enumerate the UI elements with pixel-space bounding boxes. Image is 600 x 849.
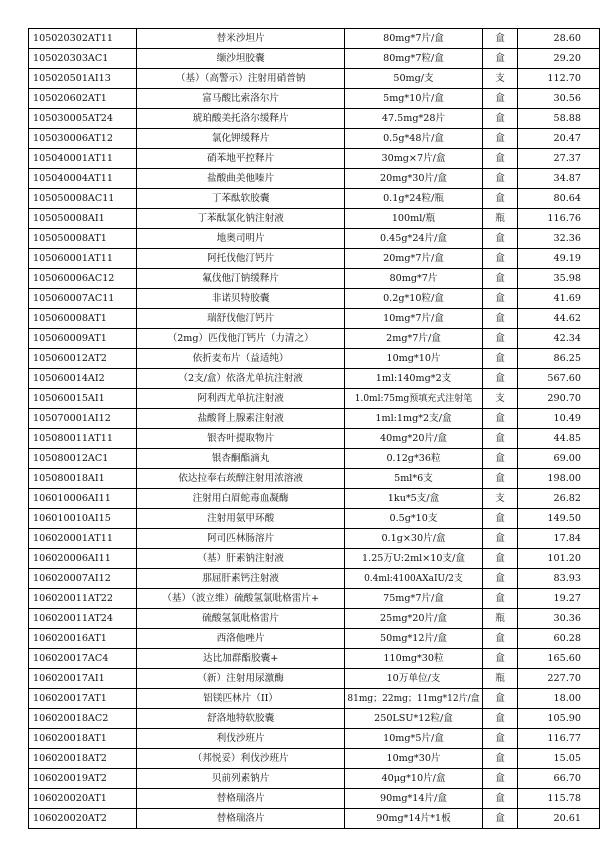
drug-price-cell: 149.50 [518,509,600,529]
drug-price-cell: 44.85 [518,429,600,449]
drug-code-cell: 106020020AT1 [29,789,137,809]
drug-price-cell: 15.05 [518,749,600,769]
drug-spec-cell: 20mg*30片/盒 [345,169,482,189]
drug-unit-cell: 盒 [482,749,518,769]
drug-price-cell: 227.70 [518,669,600,689]
drug-price-cell: 32.36 [518,229,600,249]
table-row [29,449,600,469]
drug-unit-cell: 支 [482,489,518,509]
table-row [29,529,600,549]
drug-unit-cell: 盒 [482,109,518,129]
drug-spec-cell: 80mg*7片 [345,269,482,289]
drug-spec-cell: 0.5g*10支 [345,509,482,529]
drug-spec-cell: 5mg*10片/盒 [345,89,482,109]
drug-code-cell: 105050008AT1 [29,229,137,249]
table-row [29,209,600,229]
drug-price-cell: 30.56 [518,89,600,109]
table-row [29,109,600,129]
drug-code-cell: 106020001AT11 [29,529,137,549]
drug-price-cell: 42.34 [518,329,600,349]
drug-unit-cell: 盒 [482,469,518,489]
drug-spec-cell: 10mg*7片/盒 [345,309,482,329]
drug-price-cell: 66.70 [518,769,600,789]
drug-spec-cell: 1ml:1mg*2支/盒 [345,409,482,429]
table-row [29,729,600,749]
drug-unit-cell: 盒 [482,769,518,789]
table-row [29,389,600,409]
drug-spec-cell: 10mg*5片/盒 [345,729,482,749]
drug-name-cell: （基）肝素钠注射液 [136,549,344,569]
drug-name-cell: 盐酸肾上腺素注射液 [136,409,344,429]
drug-price-cell: 17.84 [518,529,600,549]
drug-price-cell: 165.60 [518,649,600,669]
drug-code-cell: 105020302AT11 [29,29,137,49]
table-row [29,329,600,349]
drug-unit-cell: 盒 [482,129,518,149]
table-body [29,29,600,829]
drug-price-cell: 41.69 [518,289,600,309]
drug-spec-cell: 250LSU*12粒/盒 [345,709,482,729]
drug-name-cell: 银杏叶提取物片 [136,429,344,449]
drug-spec-cell: 0.4ml:4100AXaIU/2支 [345,569,482,589]
drug-name-cell: 替格瑞洛片 [136,809,344,829]
drug-name-cell: 盐酸曲美他嗪片 [136,169,344,189]
drug-spec-cell: 1.0ml:75mg预填充式注射笔 [345,389,482,409]
drug-unit-cell: 盒 [482,229,518,249]
drug-price-cell: 80.64 [518,189,600,209]
drug-spec-cell: 10mg*30片 [345,749,482,769]
drug-spec-cell: 40μg*10片/盒 [345,769,482,789]
drug-code-cell: 105040004AT11 [29,169,137,189]
drug-unit-cell: 盒 [482,369,518,389]
drug-unit-cell: 盒 [482,729,518,749]
table-row [29,289,600,309]
drug-price-cell: 83.93 [518,569,600,589]
drug-code-cell: 106020007AI12 [29,569,137,589]
drug-price-cell: 20.61 [518,809,600,829]
table-row [29,369,600,389]
drug-name-cell: 阿利西尤单抗注射液 [136,389,344,409]
drug-spec-cell: 20mg*7片/盒 [345,249,482,269]
drug-code-cell: 105030005AT24 [29,109,137,129]
drug-code-cell: 105020501AI13 [29,69,137,89]
drug-code-cell: 106010006AI11 [29,489,137,509]
drug-unit-cell: 瓶 [482,609,518,629]
drug-unit-cell: 盒 [482,709,518,729]
drug-spec-cell: 0.1g*24粒/瓶 [345,189,482,209]
drug-unit-cell: 盒 [482,649,518,669]
drug-unit-cell: 瓶 [482,209,518,229]
drug-price-cell: 86.25 [518,349,600,369]
drug-spec-cell: 50mg*12片/盒 [345,629,482,649]
drug-spec-cell: 1ml:140mg*2支 [345,369,482,389]
drug-code-cell: 105030006AT12 [29,129,137,149]
drug-code-cell: 105050008AC11 [29,189,137,209]
drug-spec-cell: 0.1g×30片/盒 [345,529,482,549]
drug-name-cell: （基）（波立维）硫酸氢氯吡格雷片+ [136,589,344,609]
drug-name-cell: 替米沙坦片 [136,29,344,49]
drug-price-cell: 28.60 [518,29,600,49]
drug-spec-cell: 75mg*7片/盒 [345,589,482,609]
drug-name-cell: 利伐沙班片 [136,729,344,749]
drug-spec-cell: 40mg*20片/盒 [345,429,482,449]
table-row [29,669,600,689]
table-row [29,149,600,169]
table-row [29,749,600,769]
table-row [29,649,600,669]
drug-name-cell: 阿托伐他汀钙片 [136,249,344,269]
drug-code-cell: 106010010AI15 [29,509,137,529]
drug-name-cell: 丁苯酞软胶囊 [136,189,344,209]
drug-unit-cell: 盒 [482,149,518,169]
drug-price-cell: 26.82 [518,489,600,509]
drug-code-cell: 106020017AT1 [29,689,137,709]
drug-unit-cell: 盒 [482,29,518,49]
drug-code-cell: 106020006AI11 [29,549,137,569]
drug-name-cell: 氯化钾缓释片 [136,129,344,149]
drug-name-cell: 硫酸氢氯吡格雷片 [136,609,344,629]
drug-price-cell: 44.62 [518,309,600,329]
drug-price-cell: 116.76 [518,209,600,229]
drug-spec-cell: 10万单位/支 [345,669,482,689]
drug-unit-cell: 盒 [482,269,518,289]
drug-code-cell: 105060014AI2 [29,369,137,389]
drug-spec-cell: 1.25万U:2ml×10支/盒 [345,549,482,569]
drug-price-cell: 198.00 [518,469,600,489]
drug-name-cell: （2支/盒）依洛尤单抗注射液 [136,369,344,389]
drug-code-cell: 105070001AI12 [29,409,137,429]
drug-spec-cell: 30mg×7片/盒 [345,149,482,169]
table-row [29,509,600,529]
drug-unit-cell: 盒 [482,689,518,709]
drug-unit-cell: 盒 [482,569,518,589]
drug-code-cell: 106020020AT2 [29,809,137,829]
drug-name-cell: 富马酸比索洛尔片 [136,89,344,109]
table-row [29,809,600,829]
drug-price-cell: 112.70 [518,69,600,89]
drug-unit-cell: 盒 [482,529,518,549]
drug-name-cell: （2mg）匹伐他汀钙片（力清之） [136,329,344,349]
drug-unit-cell: 盒 [482,509,518,529]
drug-price-cell: 101.20 [518,549,600,569]
drug-spec-cell: 90mg*14片*1板 [345,809,482,829]
drug-name-cell: 舒洛地特软胶囊 [136,709,344,729]
drug-code-cell: 106020017AI1 [29,669,137,689]
table-row [29,249,600,269]
drug-name-cell: 琥珀酸美托洛尔缓释片 [136,109,344,129]
drug-price-cell: 20.47 [518,129,600,149]
drug-price-cell: 58.88 [518,109,600,129]
drug-unit-cell: 盒 [482,349,518,369]
drug-name-cell: 注射用白眉蛇毒血凝酶 [136,489,344,509]
drug-spec-cell: 50mg/支 [345,69,482,89]
drug-price-cell: 105.90 [518,709,600,729]
drug-unit-cell: 支 [482,389,518,409]
drug-code-cell: 105020602AT1 [29,89,137,109]
table-row [29,129,600,149]
drug-spec-cell: 80mg*7粒/盒 [345,49,482,69]
drug-unit-cell: 盒 [482,429,518,449]
drug-code-cell: 106020016AT1 [29,629,137,649]
drug-spec-cell: 0.45g*24片/盒 [345,229,482,249]
drug-unit-cell: 盒 [482,89,518,109]
drug-name-cell: 硝苯地平控释片 [136,149,344,169]
drug-code-cell: 105080012AC1 [29,449,137,469]
table-row [29,489,600,509]
table-row [29,89,600,109]
table-row [29,709,600,729]
drug-name-cell: 依折麦布片（益适纯） [136,349,344,369]
drug-code-cell: 105060012AT2 [29,349,137,369]
drug-price-cell: 290.70 [518,389,600,409]
drug-code-cell: 105020303AC1 [29,49,137,69]
drug-unit-cell: 盒 [482,309,518,329]
drug-unit-cell: 盒 [482,289,518,309]
drug-unit-cell: 盒 [482,249,518,269]
table-row [29,349,600,369]
drug-name-cell: 注射用氨甲环酸 [136,509,344,529]
drug-spec-cell: 5ml*6支 [345,469,482,489]
drug-price-cell: 60.28 [518,629,600,649]
drug-spec-cell: 90mg*14片/盒 [345,789,482,809]
drug-name-cell: （邦悦妥）利伐沙班片 [136,749,344,769]
drug-unit-cell: 瓶 [482,669,518,689]
drug-unit-cell: 盒 [482,589,518,609]
drug-spec-cell: 0.2g*10粒/盒 [345,289,482,309]
table-row [29,469,600,489]
table-row [29,569,600,589]
drug-price-cell: 10.49 [518,409,600,429]
drug-name-cell: 地奥司明片 [136,229,344,249]
table-row [29,309,600,329]
drug-unit-cell: 盒 [482,449,518,469]
drug-spec-cell: 10mg*10片 [345,349,482,369]
drug-unit-cell: 盒 [482,809,518,829]
drug-code-cell: 105060001AT11 [29,249,137,269]
drug-price-cell: 29.20 [518,49,600,69]
drug-price-cell: 30.36 [518,609,600,629]
drug-name-cell: 西洛他唑片 [136,629,344,649]
drug-name-cell: 非诺贝特胶囊 [136,289,344,309]
drug-unit-cell: 盒 [482,329,518,349]
drug-code-cell: 106020017AC4 [29,649,137,669]
drug-spec-cell: 0.12g*36粒 [345,449,482,469]
drug-name-cell: （新）注射用尿激酶 [136,669,344,689]
table-row [29,49,600,69]
drug-name-cell: 丁苯酞氯化钠注射液 [136,209,344,229]
drug-code-cell: 106020018AC2 [29,709,137,729]
drug-price-cell: 49.19 [518,249,600,269]
drug-unit-cell: 支 [482,69,518,89]
drug-name-cell: 阿司匹林肠溶片 [136,529,344,549]
table-row [29,269,600,289]
drug-code-cell: 105080018AI1 [29,469,137,489]
drug-name-cell: 氟伐他汀钠缓释片 [136,269,344,289]
drug-unit-cell: 盒 [482,629,518,649]
drug-price-cell: 35.98 [518,269,600,289]
drug-name-cell: 银杏酮酯滴丸 [136,449,344,469]
drug-code-cell: 106020018AT1 [29,729,137,749]
drug-name-cell: 铝镁匹林片（II） [136,689,344,709]
table-row [29,229,600,249]
table-row [29,549,600,569]
drug-code-cell: 105060008AT1 [29,309,137,329]
table-row [29,409,600,429]
drug-name-cell: 替格瑞洛片 [136,789,344,809]
drug-unit-cell: 盒 [482,169,518,189]
table-row [29,589,600,609]
drug-code-cell: 105060009AT1 [29,329,137,349]
drug-spec-cell: 100ml/瓶 [345,209,482,229]
table-row [29,769,600,789]
drug-spec-cell: 110mg*30粒 [345,649,482,669]
drug-spec-cell: 1ku*5支/盒 [345,489,482,509]
drug-code-cell: 105060007AC11 [29,289,137,309]
drug-spec-cell: 0.5g*48片/盒 [345,129,482,149]
drug-spec-cell: 47.5mg*28片 [345,109,482,129]
drug-price-cell: 27.37 [518,149,600,169]
drug-name-cell: 依达拉奉右莰醇注射用浓溶液 [136,469,344,489]
table-row [29,789,600,809]
drug-unit-cell: 盒 [482,409,518,429]
drug-code-cell: 105080011AT11 [29,429,137,449]
drug-price-cell: 34.87 [518,169,600,189]
table-row [29,189,600,209]
table-row [29,69,600,89]
table-row [29,689,600,709]
drug-code-cell: 106020011AT24 [29,609,137,629]
table-row [29,629,600,649]
drug-name-cell: 那屈肝素钙注射液 [136,569,344,589]
drug-spec-cell: 80mg*7片/盒 [345,29,482,49]
drug-name-cell: 贝前列素钠片 [136,769,344,789]
drug-spec-cell: 25mg*20片/盒 [345,609,482,629]
drug-price-cell: 19.27 [518,589,600,609]
drug-price-cell: 567.60 [518,369,600,389]
drug-spec-cell: 81mg；22mg；11mg*12片/盒 [345,689,482,709]
drug-price-table [28,28,600,829]
drug-price-cell: 115.78 [518,789,600,809]
drug-unit-cell: 盒 [482,549,518,569]
drug-name-cell: 达比加群酯胶囊+ [136,649,344,669]
drug-code-cell: 106020011AT22 [29,589,137,609]
drug-price-cell: 116.77 [518,729,600,749]
drug-name-cell: 瑞舒伐他汀钙片 [136,309,344,329]
drug-name-cell: （基）（高警示）注射用硝普钠 [136,69,344,89]
drug-code-cell: 105050008AI1 [29,209,137,229]
table-row [29,169,600,189]
table-row [29,429,600,449]
drug-unit-cell: 盒 [482,189,518,209]
drug-code-cell: 105060006AC12 [29,269,137,289]
drug-name-cell: 缬沙坦胶囊 [136,49,344,69]
table-row [29,29,600,49]
drug-unit-cell: 盒 [482,49,518,69]
drug-price-cell: 69.00 [518,449,600,469]
drug-unit-cell: 盒 [482,789,518,809]
drug-spec-cell: 2mg*7片/盒 [345,329,482,349]
table-row [29,609,600,629]
drug-code-cell: 106020018AT2 [29,749,137,769]
drug-price-cell: 18.00 [518,689,600,709]
drug-code-cell: 105040001AT11 [29,149,137,169]
drug-code-cell: 106020019AT2 [29,769,137,789]
drug-code-cell: 105060015AI1 [29,389,137,409]
